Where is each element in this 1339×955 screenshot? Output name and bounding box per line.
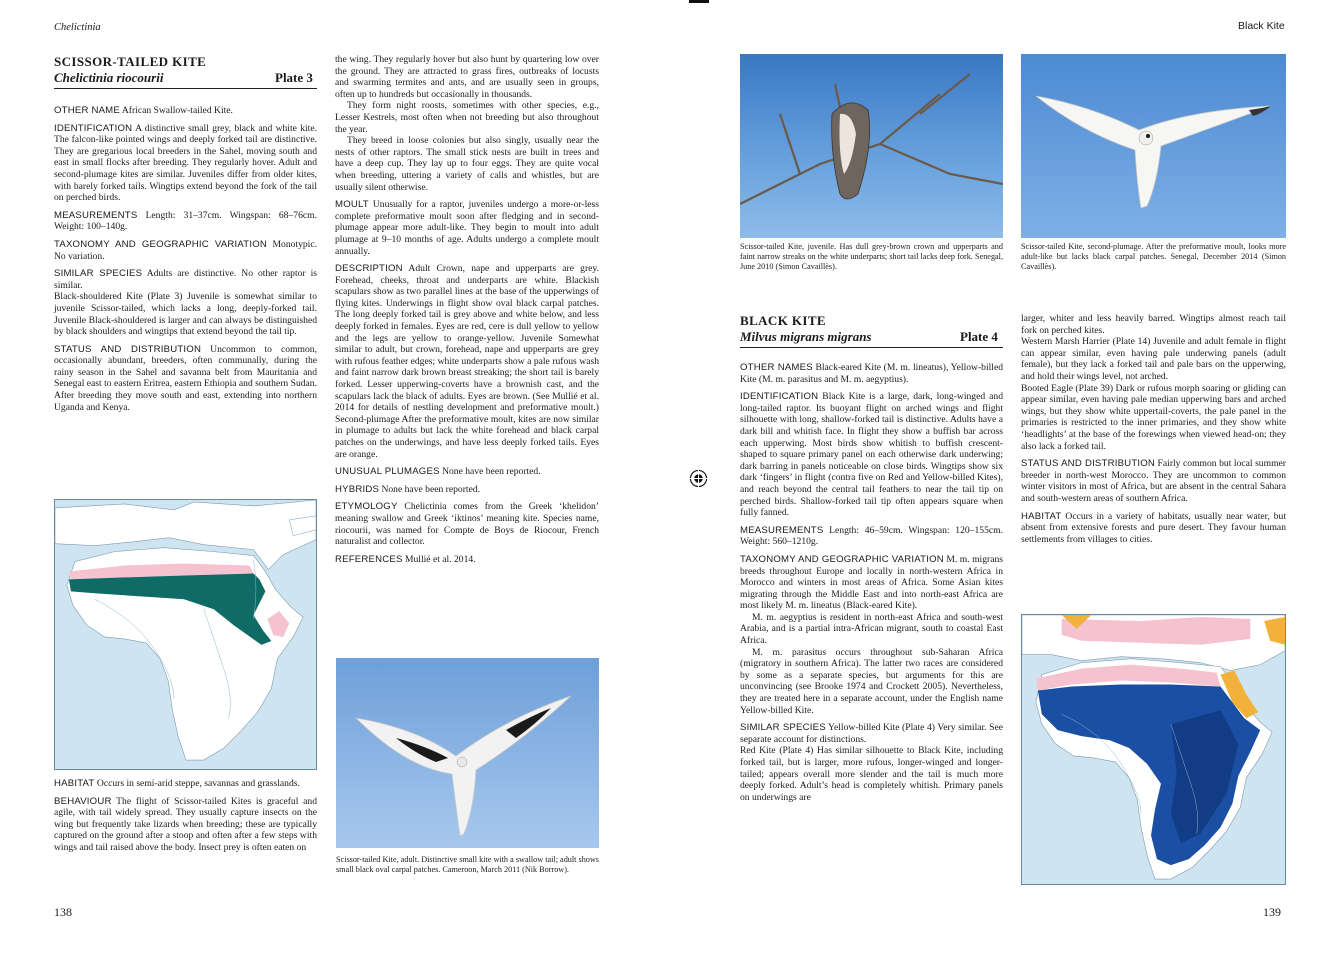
- photo-scissor-tailed-kite-juvenile: [740, 54, 1003, 238]
- crop-mark: [689, 0, 709, 3]
- page-number-left: 138: [54, 905, 72, 919]
- photo-caption-adult: Scissor-tailed Kite, adult. Distinctive small kite with a swallow tail; adult shows small black oval carpal patches. Cameroon, March 2011 (Nik Borrow).: [336, 855, 599, 874]
- photo-caption-second-plumage: Scissor-tailed Kite, second-plumage. After the preformative moult, looks more adult-like but lacks black carpal patches. Senegal, December 2014 (Simon Cavaillès).: [1021, 242, 1286, 271]
- registration-target-icon: [689, 469, 708, 488]
- running-head-right: Black Kite: [1238, 20, 1285, 32]
- scientific-name-black-kite: Milvus migrans migrans: [740, 329, 872, 344]
- running-head-left: Chelictinia: [54, 22, 101, 33]
- distribution-map-scissor-tailed-kite: [54, 499, 317, 770]
- plate-reference-black-kite: Plate 4: [960, 329, 998, 344]
- left-column-1-lower: HABITAT Occurs in semi-arid steppe, savannas and grasslands. BEHAVIOUR The flight of Scissor-tailed Kites is graceful and agile, with tail widely spread. They usually capture insects on the wing but frequently take lizards when breeding; these are typically captured on the ground after a stoop and often after a few steps with wings and tail raised above the body. Insect prey is often eaten on: [54, 778, 317, 853]
- photo-scissor-tailed-kite-second-plumage: [1021, 54, 1286, 238]
- title-rule-black-kite: [740, 347, 1003, 348]
- left-column-2: the wing. They regularly hover but also hunt by quartering low over the ground. They are attracted to grass fires, outbreaks of locusts and swarming termites and ants, and are usually seen in groups, often up to hundreds but occasionally in thousands. They form night roosts, sometimes with other species, e.g., Lesser Kestrels, most often when not breeding but also throughout the year. They breed in loose colonies but also singly, usually near the nests of other raptors. The small stick nests are built in trees and have a deep cup. They lay up to four eggs. They are quite vocal when breeding, uttering a variety of calls and whistles, but are usually silent otherwise. MOULT Unusually for a raptor, juveniles undergo a more-or-less complete preformative moult soon after fledging and in second-plumage appear more adult-like. They begin to moult into adult plumage at 9–10 months of age. Adults undergo a complete moult annually. DESCRIPTION Adult Crown, nape and upperparts are grey. Forehead, cheeks, throat and underparts are white. Blackish scapulars show as two parallel lines at the base of the upperwings of flying kites. Underwings in flight show oval black carpal patches. The long deeply forked tail is grey above and white below, and less deeply forked in females. Eyes are red, cere is dull yellow to yellow and the legs are yellow to orange-yellow. Juvenile Somewhat similar to adult, but crown, forehead, nape and upperparts are grey with rufous feather edges; white underparts show a pale rufous wash and faint narrow dark brown breast streaking; the short tail is barely forked. Lesser upperwing-coverts have a brownish cast, and the scapulars lack the black of adults. Eyes are brown. (See Mullié et al. 2014 for details of nestling development and preformative moult.) Second-plumage After the preformative moult, kites are now similar in plumage to adults but lack the white forehead and black carpal patches on the underwings, and have less deeply forked tails. Eyes are orange. UNUSUAL PLUMAGES None have been reported. HYBRIDS None have been reported. ETYMOLOGY Chelictinia comes from the Greek ‘khelidon’ meaning swallow and Greek ‘iktinos’ meaning kite. Species name, riocourii, was named for Compte de Boys de Riocour, French naturalist and collector. REFERENCES Mullié et al. 2014.: [335, 54, 599, 565]
- left-column-1-upper: OTHER NAME African Swallow-tailed Kite. IDENTIFICATION A distinctive small grey, black and white kite. The falcon-like pointed wings and deeply forked tail are distinctive. They are gregarious local breeders in the Sahel, moving south and east in small flocks after breeding. They regularly hover. Adult and second-plumage kites are similar. Juveniles differ from older kites, with barely forked tails. Wingtips extend beyond the fork of the tail on perched birds. MEASUREMENTS Length: 31–37cm. Wingspan: 68–76cm. Weight: 100–140g. TAXONOMY AND GEOGRAPHIC VARIATION Monotypic. No variation. SIMILAR SPECIES Adults are distinctive. No other raptor is similar. Black-shouldered Kite (Plate 3) Juvenile is somewhat similar to juvenile Scissor-tailed, which lacks a long, deeply-forked tail. Juvenile Black-shouldered is larger and can always be distinguished by black shoulders and wingtips that extend beyond the tail tip. STATUS AND DISTRIBUTION Uncommon to common, occasionally abundant, breeders, often communally, during the rainy season in the Sahel and savanna belt from Mauritania and Senegal east to eastern Eritrea, eastern Ethiopia and southern Sudan. After breeding they move south and east, extending into northern Uganda and Kenya.: [54, 105, 318, 413]
- scientific-name: Chelictinia riocourii: [54, 70, 164, 85]
- title-rule: [54, 88, 317, 89]
- page-number-right: 139: [1263, 905, 1281, 919]
- species-title-black-kite: BLACK KITE: [740, 313, 826, 328]
- photo-scissor-tailed-kite-adult: [336, 658, 599, 848]
- right-column-1: OTHER NAMES Black-eared Kite (M. m. lineatus), Yellow-billed Kite (M. m. parasitus and M. m. aegyptius). IDENTIFICATION Black Kite is a large, dark, long-winged and long-tailed raptor. Its buoyant flight on arched wings and flight silhouette with long, shallow-forked tail is distinctive. Adults have a dark bill and whitish face. In flight they show a buffish bar across each upperwing. Most birds show whitish to buffish crescent-shaped to square primary panel on each otherwise dark underwing; dark barring in panels noticeable on close birds. Wingtips show six dark ‘fingers’ in flight (contra five on Red and Yellow-billed Kites), and reach beyond the central tail feathers to near the tail tip on perched birds. Shallow-forked tail tip often appears square when fully fanned. MEASUREMENTS Length: 46–59cm. Wingspan: 120–155cm. Weight: 560–1210g. TAXONOMY AND GEOGRAPHIC VARIATION M. m. migrans breeds throughout Europe and locally in north-western Africa in Morocco and winters in most areas of Africa. Some Asian kites migrating through the Middle East and into north-east Africa are most likely M. m. lineatus (Black-eared Kite). M. m. aegyptius is resident in north-east Africa and south-west Arabia, and is a partial intra-African migrant, south to coastal East Africa. M. m. parasitus occurs throughout sub-Saharan Africa (migratory in southern Africa). The latter two races are considered by some as a separate species, but arguments for this are unconvincing (see Brooke 1974 and Crockett 2005). Nevertheless, they are treated here in a separate account, under the English name Yellow-billed Kite. SIMILAR SPECIES Yellow-billed Kite (Plate 4) Very similar. See separate account for distinctions. Red Kite (Plate 4) Has similar silhouette to Black Kite, including forked tail, but is larger, more rufous, longer-winged and longer-tailed; appears overall more slender and the tail is much more deeply forked. Adult’s head is completely whitish. Primary panels on underwings are: [740, 362, 1004, 803]
- plate-reference: Plate 3: [275, 70, 313, 85]
- distribution-map-black-kite: [1021, 614, 1286, 885]
- species-title: SCISSOR-TAILED KITE: [54, 54, 207, 69]
- right-column-2: larger, whiter and less heavily barred. Wingtips almost reach tail fork on perched kites. Western Marsh Harrier (Plate 14) Juvenile and adult female in flight can appear similar, even having pale underwing panels (adult female), but they lack a forked tail and pale bars on the upperwing, and hold their wings level, not arched. Booted Eagle (Plate 39) Dark or rufous morph soaring or gliding can appear similar, even having pale median upperwing bars and arched wings, but they show white uppertail-coverts, the pale panel in the primaries is restricted to the inner primaries, and they show white ‘headlights’ at the base of the forewings when viewed head-on; they also lack a forked tail. STATUS AND DISTRIBUTION Fairly common but local summer breeder in north-west Morocco. They are uncommon to common winter visitors in most of Africa, but are absent in the central Sahara and south-western areas of southern Africa. HABITAT Occurs in a variety of habitats, usually near water, but absent from extensive forests and pure desert. They favour human settlements from villages to cities.: [1021, 313, 1286, 545]
- photo-caption-juvenile: Scissor-tailed Kite, juvenile. Has dull grey-brown crown and upperparts and faint narrow streaks on the white underparts; short tail lacks deep fork. Senegal, June 2010 (Simon Cavaillès).: [740, 242, 1003, 271]
